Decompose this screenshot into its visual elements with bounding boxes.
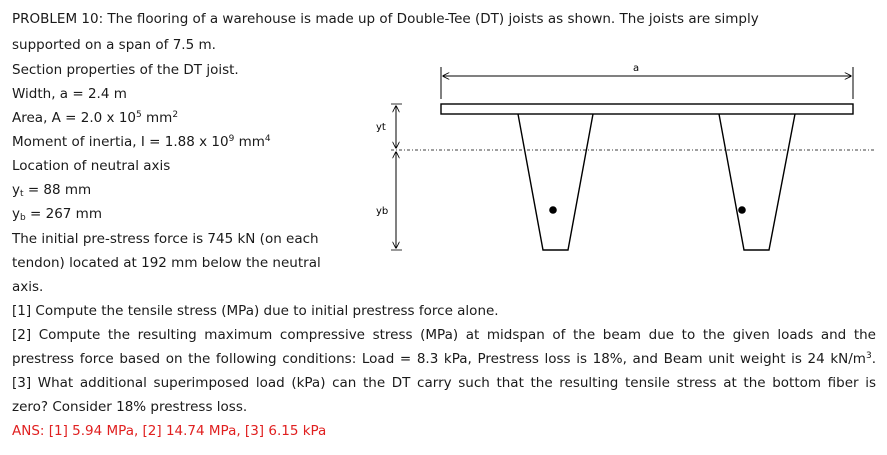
yb-label: yb: [376, 206, 389, 217]
question-2-line1: [2] Compute the resulting maximum compressive stress (MPa) at midspan of the beam due to the given loads and the: [12, 327, 876, 343]
flange: [441, 104, 853, 114]
question-2-text: prestress force based on the following conditions: Load = 8.3 kPa, Prestress loss is 18%, and Beam unit weight is 24 kN/m: [12, 351, 866, 367]
section-heading: Section properties of the DT joist.: [12, 62, 239, 78]
answer-line: ANS: [1] 5.94 MPa, [2] 14.74 MPa, [3] 6.15 kPa: [12, 423, 327, 439]
question-1: [1] Compute the tensile stress (MPa) due to initial prestress force alone.: [12, 303, 499, 319]
force-line3: axis.: [12, 279, 44, 295]
problem-title-line1: PROBLEM 10: The flooring of a warehouse is made up of Double-Tee (DT) joists as shown. The joists are simply: [12, 11, 759, 27]
question-3-line2: zero? Consider 18% prestress loss.: [12, 399, 248, 415]
inertia-unit-exponent: 4: [264, 134, 271, 144]
question-2-exponent: 3: [865, 351, 872, 361]
left-tendon: [549, 206, 557, 214]
left-stem: [518, 114, 593, 250]
yb-subscript: b: [20, 213, 26, 223]
yb-value: = 267 mm: [25, 206, 102, 222]
yt-value: = 88 mm: [23, 182, 92, 198]
inertia-prefix: Moment of inertia, I = 1.88 x 10: [12, 134, 229, 150]
right-tendon: [738, 206, 746, 214]
width-property: Width, a = 2.4 m: [12, 86, 127, 102]
neutral-axis-heading: Location of neutral axis: [12, 158, 171, 174]
yt-subscript: t: [20, 189, 24, 199]
force-line1: The initial pre-stress force is 745 kN (on each: [12, 231, 319, 247]
question-2-suffix: .: [871, 351, 876, 367]
area-exponent: 5: [136, 110, 142, 120]
force-line2: tendon) located at 192 mm below the neutral: [12, 255, 321, 271]
area-unit: mm: [141, 110, 173, 126]
inertia-unit: mm: [234, 134, 265, 150]
area-prefix: Area, A = 2.0 x 10: [12, 110, 136, 126]
dim-a-label: a: [633, 63, 640, 74]
area-unit-exponent: 2: [172, 110, 179, 120]
inertia-exponent: 9: [228, 134, 235, 144]
right-stem: [719, 114, 795, 250]
yt-symbol: y: [12, 182, 20, 198]
yt-label: yt: [376, 122, 386, 133]
question-3-line1: [3] What additional superimposed load (kPa) can the DT carry such that the resulting tensile stress at the bottom fiber is: [12, 375, 876, 391]
problem-title-line2: supported on a span of 7.5 m.: [12, 37, 216, 53]
yb-symbol: y: [12, 206, 20, 222]
